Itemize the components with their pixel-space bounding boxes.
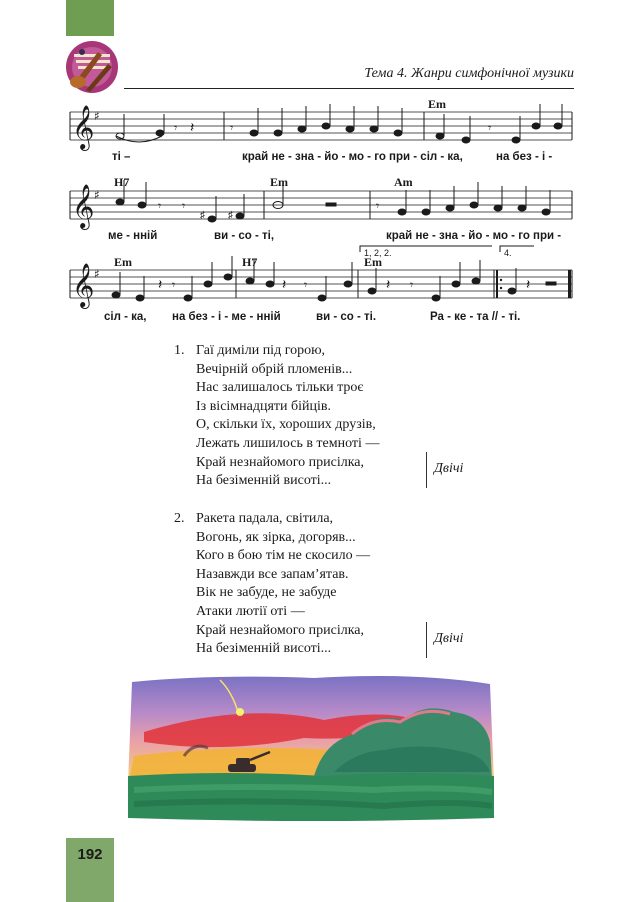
verse-line: Нас залишалось тільки троє	[196, 380, 364, 396]
svg-text:𝄽: 𝄽	[190, 121, 195, 136]
verse-line: Атаки лютії оті —	[196, 603, 305, 619]
verse-number: 2.	[174, 511, 185, 526]
svg-text:𝄽: 𝄽	[526, 278, 531, 293]
verse-2	[174, 510, 371, 659]
lyric-l3-b: на без - і - ме - нній	[172, 311, 281, 323]
chord-l2-am: Am	[394, 175, 413, 189]
topic-prefix: Тема 4.	[364, 66, 408, 81]
verse-line: Вечірній обрій пломенів...	[196, 361, 353, 377]
repeat-label: Двічі	[434, 631, 464, 646]
repeat-bracket	[426, 622, 427, 658]
svg-text:♯: ♯	[94, 188, 100, 202]
svg-text:𝄾: 𝄾	[230, 121, 234, 135]
verse-line: Лежать лишилось в темноті —	[196, 435, 380, 451]
svg-text:𝄞: 𝄞	[72, 105, 95, 149]
svg-text:𝄾: 𝄾	[376, 199, 380, 213]
page-number: 192	[77, 846, 103, 863]
chord-l2-em: Em	[270, 175, 288, 189]
verse-1	[174, 342, 380, 491]
lyric-l3-d: Ра - ке - та // - ті.	[430, 311, 521, 323]
volta-first: 1, 2, 2.	[364, 248, 392, 258]
verse-line: О, скільки їх, хороших друзів,	[196, 417, 376, 433]
volta-second: 4.	[504, 248, 512, 258]
topic-title: Жанри симфонічної музики	[411, 66, 574, 81]
verse-line: Гаї диміли під горою,	[196, 343, 326, 358]
lyric-l2-b: ви - со - ті,	[214, 230, 275, 242]
svg-text:♯: ♯	[228, 210, 233, 221]
svg-text:𝄾: 𝄾	[158, 199, 162, 213]
lyric-l1-c: на без - і -	[496, 151, 553, 163]
svg-text:𝄾: 𝄾	[304, 278, 308, 292]
verse-line: Кого в бою тім не скосило —	[196, 548, 371, 564]
verse-line: Вік не забуде, не забуде	[196, 585, 337, 601]
svg-text:♯: ♯	[200, 210, 205, 221]
header-title	[364, 66, 574, 82]
verse-line: На безіменній висоті...	[196, 473, 332, 489]
svg-text:𝄾: 𝄾	[410, 278, 414, 292]
repeat-bracket	[426, 452, 427, 488]
verse-line: На безіменній висоті...	[196, 641, 332, 657]
svg-text:𝄽: 𝄽	[386, 278, 391, 293]
header-rule	[124, 88, 574, 89]
chord-l3-em: Em	[114, 255, 132, 269]
svg-text:𝄞: 𝄞	[72, 184, 95, 228]
verse-line: Ракета падала, світила,	[196, 511, 334, 526]
verse-number: 1.	[174, 343, 185, 358]
lyric-l3-c: ви - со - ті.	[316, 311, 377, 323]
svg-text:𝄾: 𝄾	[174, 121, 178, 135]
verse-line: Вогонь, як зірка, догоряв...	[196, 529, 356, 545]
top-color-tab	[66, 0, 114, 36]
chord-l3-h7: H7	[242, 255, 258, 269]
sheet-music	[64, 96, 574, 332]
lyric-l1-b: край не - зна - йо - мо - го при - сіл - ка,	[242, 151, 463, 163]
svg-text:♯: ♯	[94, 109, 100, 123]
lyric-l3-a: сіл - ка,	[104, 311, 147, 323]
verse-line: Назавжди все запам’ятав.	[196, 566, 349, 582]
chord-l2-h7: H7	[114, 175, 130, 189]
svg-text:𝄾: 𝄾	[182, 199, 186, 213]
svg-text:𝄽: 𝄽	[158, 278, 163, 293]
chord-l3-em2: Em	[364, 255, 382, 269]
lyric-l2-c: край не - зна - йо - мо - го при -	[386, 230, 562, 242]
verse-line: Край незнайомого присілка,	[196, 622, 365, 638]
svg-text:𝄞: 𝄞	[72, 263, 95, 307]
repeat-label: Двічі	[434, 461, 464, 476]
verse-line: Край незнайомого присілка,	[196, 454, 365, 470]
svg-text:𝄾: 𝄾	[488, 121, 492, 135]
lyric-l1-a: ті –	[112, 151, 131, 163]
music-emblem-icon	[62, 38, 122, 96]
svg-text:𝄽: 𝄽	[282, 278, 287, 293]
svg-text:𝄾: 𝄾	[172, 278, 176, 292]
verse-line: Із вісімнадцяти бійців.	[196, 398, 332, 414]
chord-l1-em: Em	[428, 97, 446, 111]
lyric-l2-a: ме - нній	[108, 230, 158, 242]
svg-text:♯: ♯	[94, 267, 100, 281]
battlefield-illustration	[124, 672, 498, 824]
